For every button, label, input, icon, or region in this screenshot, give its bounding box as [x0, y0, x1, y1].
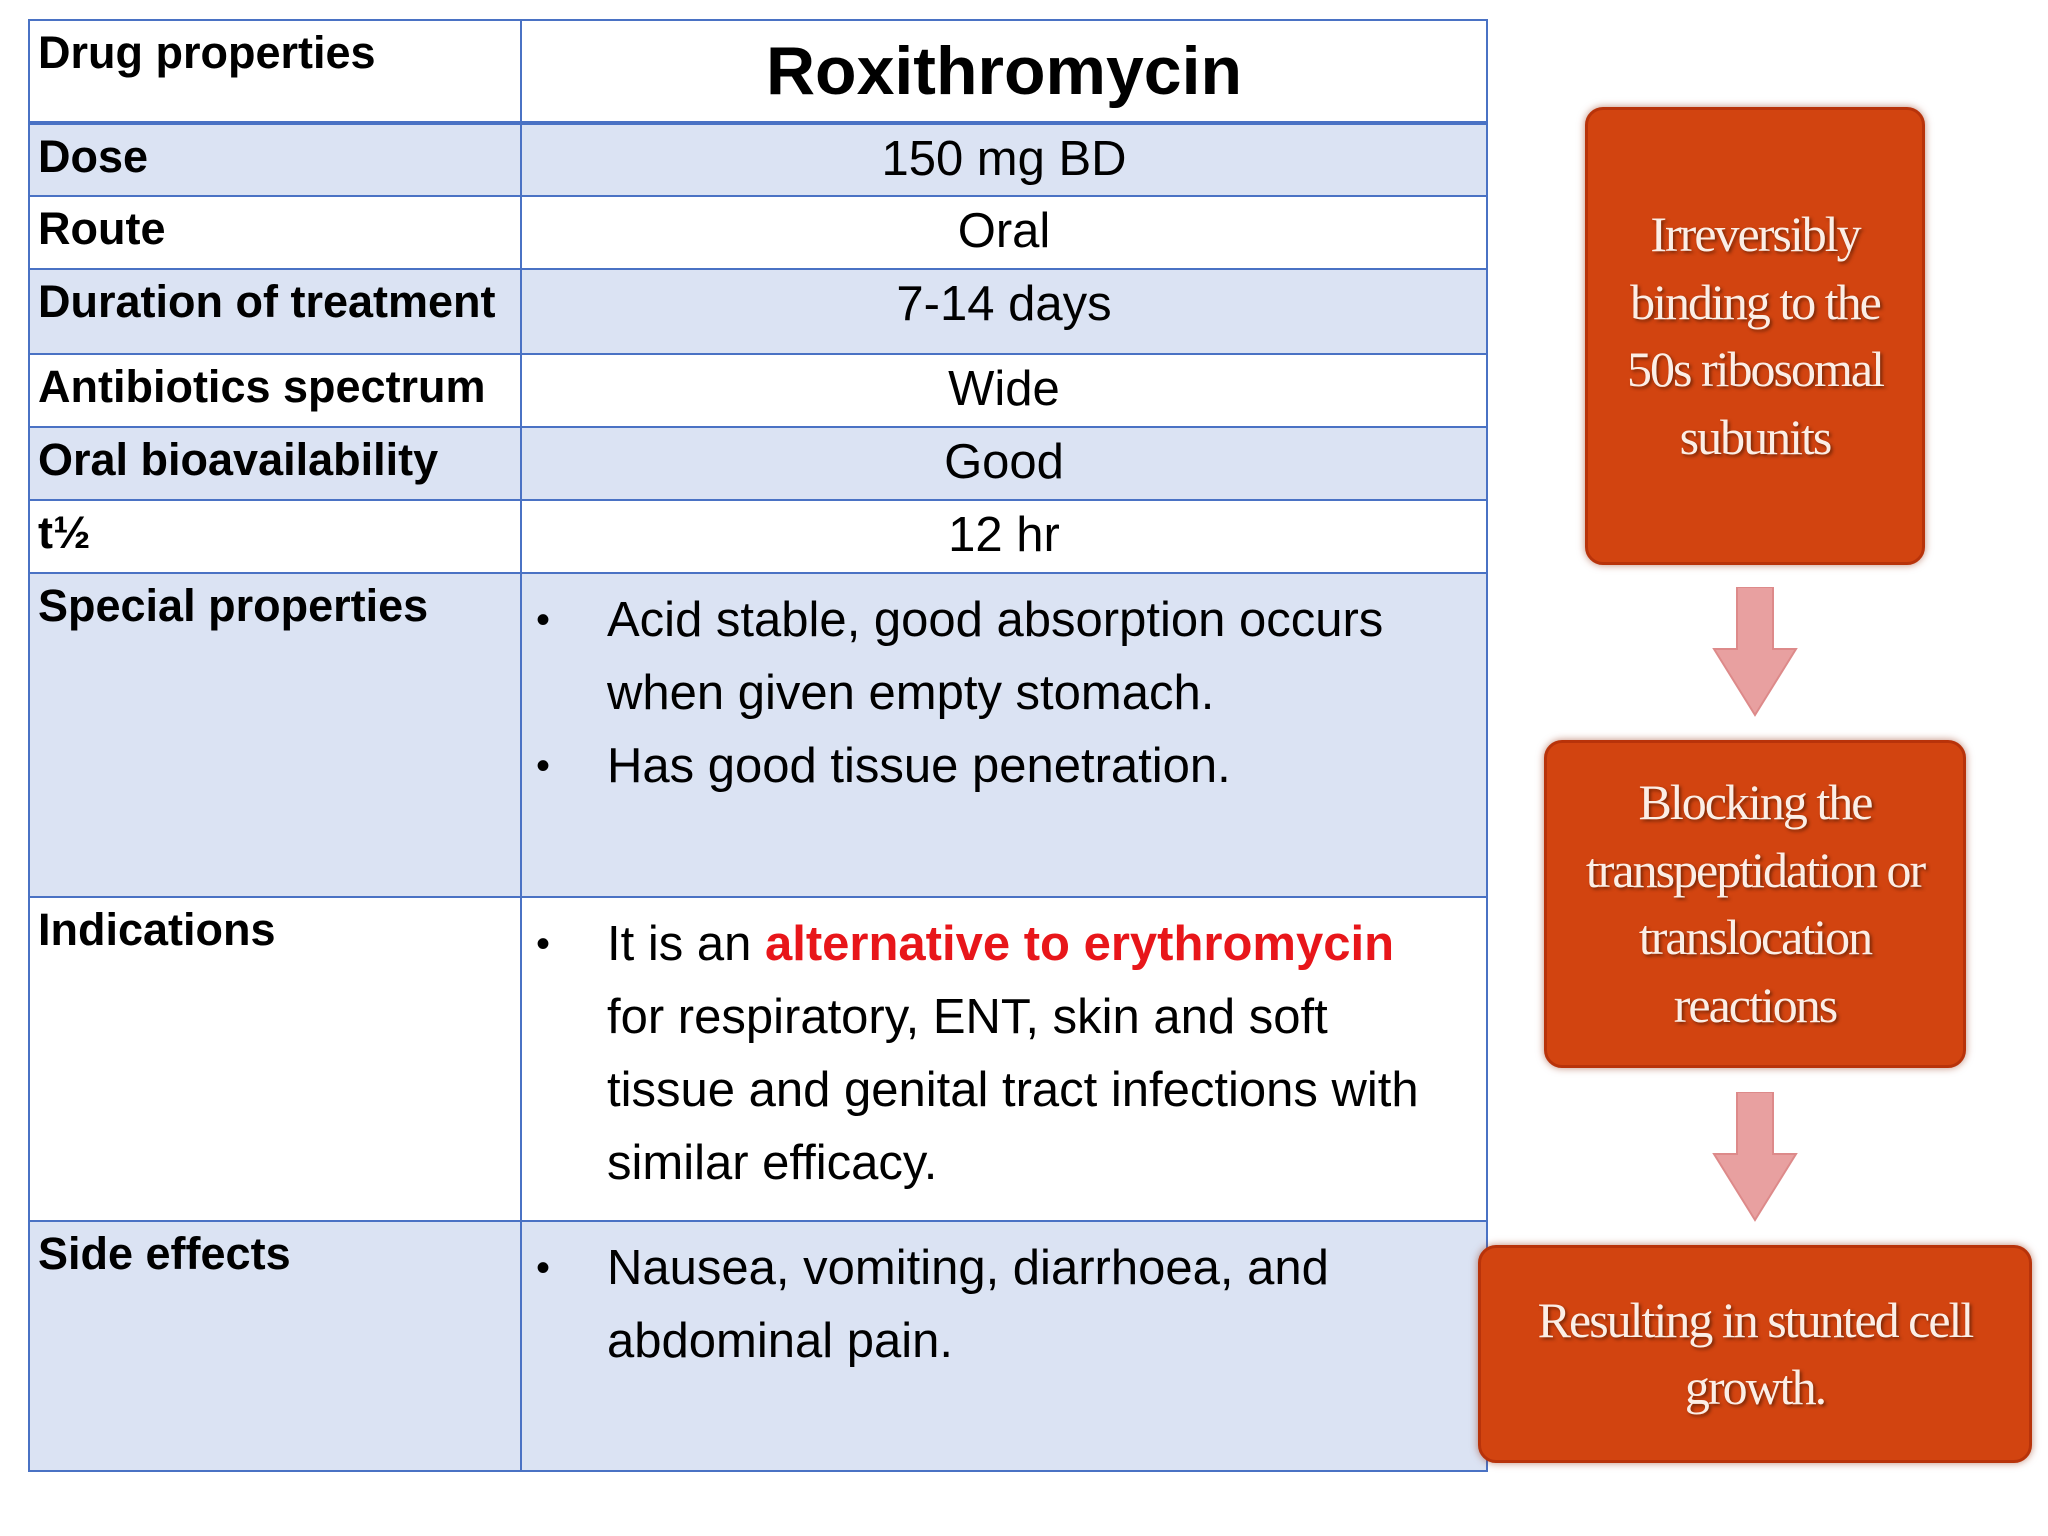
- table-row: [29, 196, 1487, 269]
- drug-name-title: Roxithromycin: [765, 33, 1243, 109]
- special-properties-list: [522, 574, 1486, 803]
- side-effects-list: [522, 1222, 1486, 1378]
- table-header-row: [29, 20, 1487, 123]
- property-label: Dose: [38, 131, 149, 182]
- property-label: Indications: [38, 904, 276, 955]
- list-item: • Acid stable, good absorption occurs when given empty stomach.: [522, 584, 1436, 730]
- header-label: Drug properties: [38, 27, 376, 78]
- header-label-cell: [29, 20, 521, 123]
- flow-step-1: Irreversibly binding to the 50s ribosomal subunits: [1585, 107, 1925, 565]
- bullet-icon: •: [536, 922, 551, 966]
- table-row: [29, 354, 1487, 427]
- property-value: 7-14 days: [896, 277, 1112, 331]
- list-item: • Has good tissue penetration.: [522, 730, 1436, 803]
- header-title-cell: [521, 20, 1487, 123]
- property-label: t½: [38, 507, 91, 558]
- drug-properties-table: [28, 19, 1488, 1472]
- table-row: [29, 123, 1487, 196]
- table-row: [29, 500, 1487, 573]
- property-label: Route: [38, 203, 166, 254]
- list-item: • Nausea, vomiting, diarrhoea, and abdominal pain.: [522, 1232, 1436, 1378]
- flow-step-3: Resulting in stunted cell growth.: [1478, 1245, 2032, 1463]
- property-value: Good: [944, 435, 1064, 489]
- down-arrow-icon: [1710, 1092, 1800, 1222]
- highlight-text: alternative to erythromycin: [764, 917, 1395, 971]
- property-value: 150 mg BD: [881, 132, 1127, 186]
- flow-step-2: Blocking the transpeptidation or translocation reactions: [1544, 740, 1966, 1068]
- special-properties-row: [29, 573, 1487, 897]
- indications-list: [522, 898, 1486, 1200]
- bullet-icon: •: [536, 1246, 551, 1290]
- bullet-icon: •: [536, 598, 551, 642]
- property-value: Oral: [957, 204, 1051, 258]
- property-label: Side effects: [38, 1228, 291, 1279]
- list-item: • It is an alternative to erythromycin for respiratory, ENT, skin and soft tissue and genital tract infections with similar efficacy.: [522, 908, 1436, 1200]
- table-row: [29, 427, 1487, 500]
- bullet-icon: •: [536, 744, 551, 788]
- property-label: Oral bioavailability: [38, 434, 439, 485]
- property-label: Antibiotics spectrum: [38, 361, 486, 412]
- property-value: 12 hr: [948, 508, 1060, 562]
- indications-row: [29, 897, 1487, 1221]
- table-row: [29, 269, 1487, 354]
- side-effects-row: [29, 1221, 1487, 1471]
- down-arrow-icon: [1710, 587, 1800, 717]
- property-value: Wide: [948, 362, 1060, 416]
- property-label: Duration of treatment: [38, 276, 496, 327]
- property-label: Special properties: [38, 580, 429, 631]
